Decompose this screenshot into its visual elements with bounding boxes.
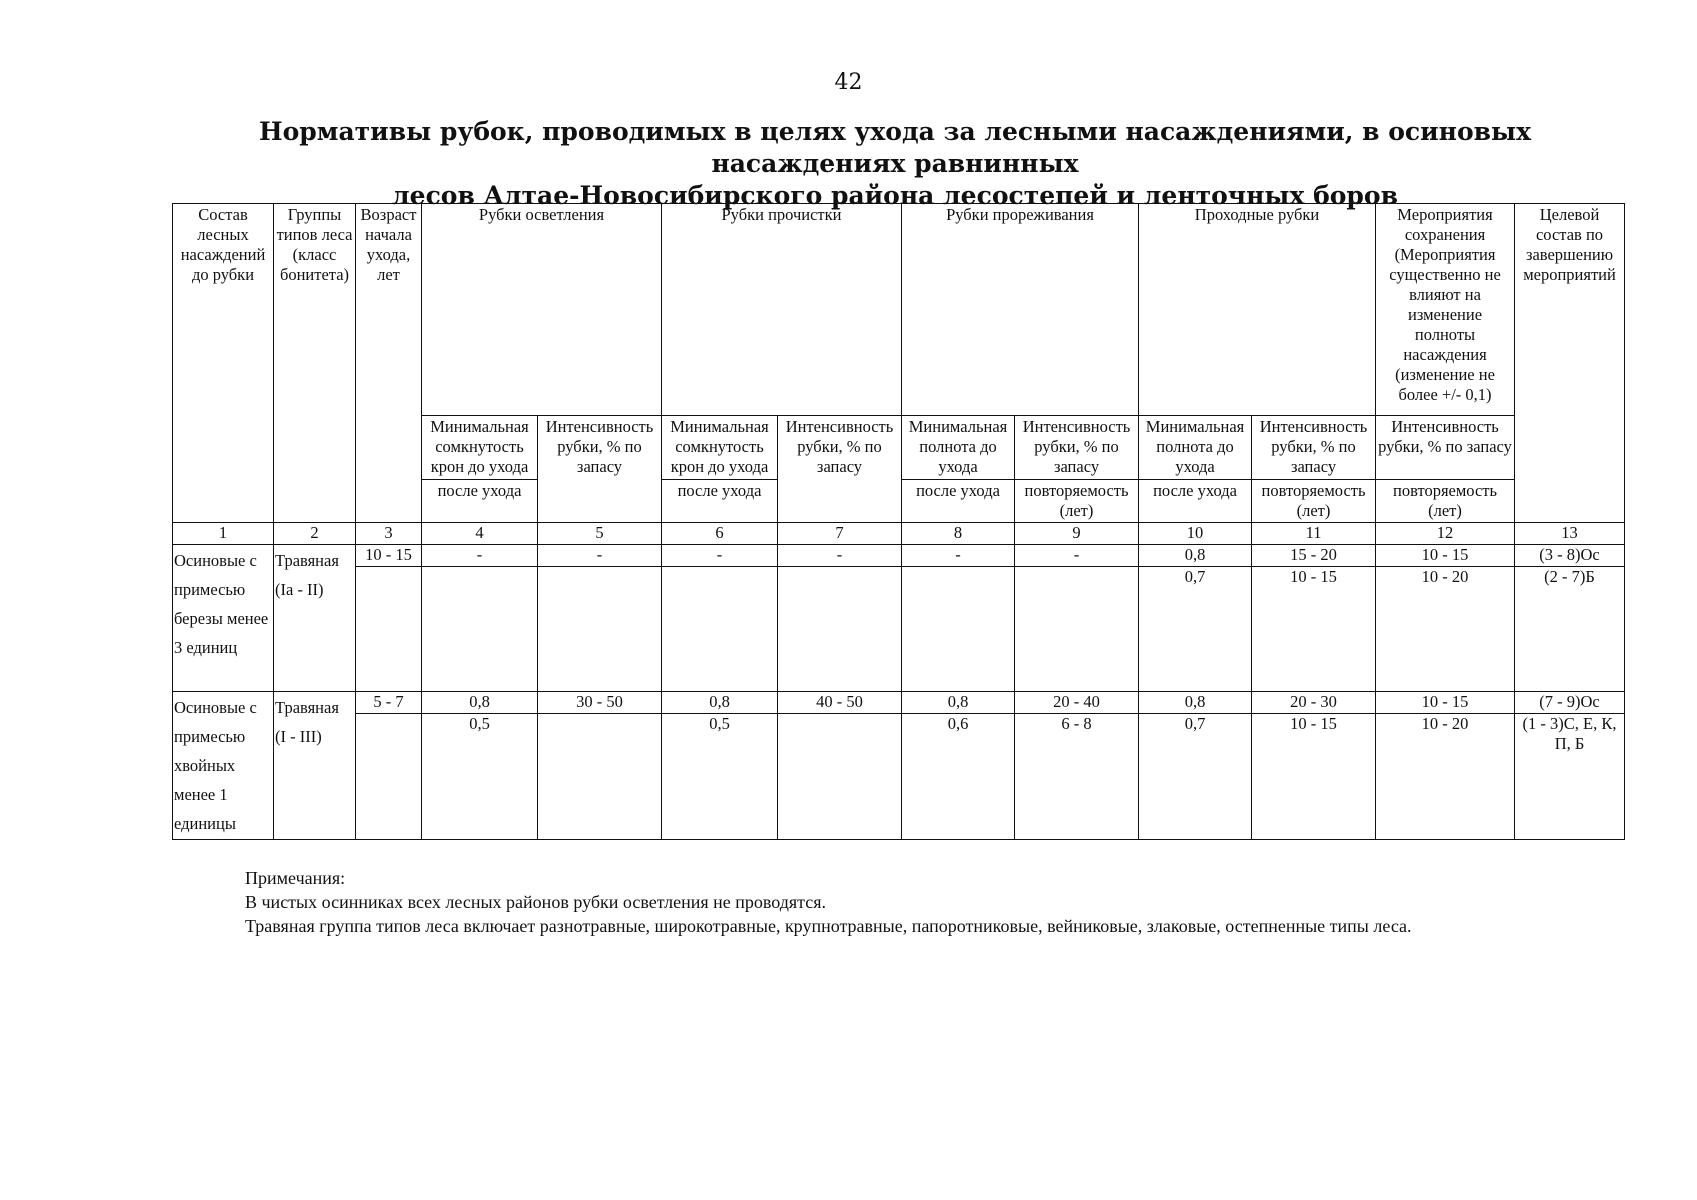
- header-c5-intensity: Интенсивность рубки, % по запасу: [538, 416, 662, 523]
- column-number: 9: [1015, 523, 1139, 545]
- cell-c5: 30 - 50: [538, 692, 662, 714]
- header-c6-after: после ухода: [662, 480, 778, 523]
- row-forest-group: Травяная (I - III): [274, 692, 356, 840]
- cell-c6-before: 0,8: [662, 692, 778, 714]
- note-line-1: В чистых осинниках всех лесных районов рубки осветления не проводятся.: [245, 892, 827, 912]
- document-title: [170, 116, 1620, 212]
- header-c8-after: после ухода: [902, 480, 1015, 523]
- header-c10-min-density: Минимальная полнота до ухода: [1139, 416, 1252, 480]
- cell-c13-secondary: (2 - 7)Б: [1515, 567, 1625, 692]
- cell-c11-recurrence: 10 - 15: [1252, 714, 1376, 840]
- note-line-2: Травяная группа типов леса включает разнотравные, широкотравные, крупнотравные, папоротниковые, вейниковые, злаковые, остепненные типы леса.: [245, 916, 1412, 936]
- cell-c13-secondary: (1 - 3)С, Е, К, П, Б: [1515, 714, 1625, 840]
- header-c11-recurrence: повторяемость (лет): [1252, 480, 1376, 523]
- cell-c9-recurrence: [1015, 567, 1139, 692]
- header-c8-min-density: Минимальная полнота до ухода: [902, 416, 1015, 480]
- cell-c6-after: 0,5: [662, 714, 778, 840]
- cell-c4-after: [422, 567, 538, 692]
- column-number: 7: [778, 523, 902, 545]
- column-number: 12: [1376, 523, 1515, 545]
- cell-c7-empty: [778, 567, 902, 692]
- cell-c13-primary: (7 - 9)Ос: [1515, 692, 1625, 714]
- cell-c13-primary: (3 - 8)Ос: [1515, 545, 1625, 567]
- header-c11-intensity: Интенсивность рубки, % по запасу: [1252, 416, 1376, 480]
- cell-c10-before: 0,8: [1139, 545, 1252, 567]
- title-line-2: лесов Алтае-Новосибирского района лесостепей и ленточных боров: [392, 181, 1398, 210]
- column-number: 5: [538, 523, 662, 545]
- page-number: 42: [834, 70, 863, 95]
- header-c4-after: после ухода: [422, 480, 538, 523]
- column-number: 3: [356, 523, 422, 545]
- header-c12-intensity: Интенсивность рубки, % по запасу: [1376, 416, 1515, 480]
- table-row: [173, 567, 1625, 692]
- cell-c4-after: 0,5: [422, 714, 538, 840]
- header-passage: Проходные рубки: [1139, 204, 1376, 416]
- column-number: 2: [274, 523, 356, 545]
- cell-c9-intensity: 20 - 40: [1015, 692, 1139, 714]
- row-start-age-empty: [356, 714, 422, 840]
- column-number-row: [173, 523, 1625, 545]
- cell-c9-recurrence: 6 - 8: [1015, 714, 1139, 840]
- header-c4-min-canopy: Минимальная сомкнутость крон до ухода: [422, 416, 538, 480]
- header-c9-intensity: Интенсивность рубки, % по запасу: [1015, 416, 1139, 480]
- row-start-age: 10 - 15: [356, 545, 422, 567]
- table-row: [173, 545, 1625, 567]
- cell-c6-after: [662, 567, 778, 692]
- header-clarification: Рубки осветления: [422, 204, 662, 416]
- column-number: 1: [173, 523, 274, 545]
- cell-c10-after: 0,7: [1139, 567, 1252, 692]
- cell-c11-recurrence: 10 - 15: [1252, 567, 1376, 692]
- header-preservation: Мероприятия сохранения (Мероприятия существенно не влияют на изменение полноты насаждения (изменение не более +/- 0,1): [1376, 204, 1515, 416]
- header-composition: Состав лесных насаждений до рубки: [173, 204, 274, 523]
- table-row: [173, 714, 1625, 840]
- header-target: Целевой состав по завершению мероприятий: [1515, 204, 1625, 523]
- header-c7-intensity: Интенсивность рубки, % по запасу: [778, 416, 902, 523]
- cell-c7-empty: [778, 714, 902, 840]
- cell-c5-empty: [538, 567, 662, 692]
- norms-table: [172, 203, 1625, 840]
- column-number: 6: [662, 523, 778, 545]
- cell-c5-empty: [538, 714, 662, 840]
- header-row-main: [173, 204, 1625, 416]
- header-c10-after: после ухода: [1139, 480, 1252, 523]
- header-forest-group: Группы типов леса (класс бонитета): [274, 204, 356, 523]
- header-c6-min-canopy: Минимальная сомкнутость крон до ухода: [662, 416, 778, 480]
- column-number: 11: [1252, 523, 1376, 545]
- row-start-age-empty: [356, 567, 422, 692]
- cell-c9-intensity: -: [1015, 545, 1139, 567]
- column-number: 8: [902, 523, 1015, 545]
- row-forest-group: Травяная (Ia - II): [274, 545, 356, 692]
- row-composition: Осиновые с примесью березы менее 3 единиц: [173, 545, 274, 692]
- header-thinning: Рубки прореживания: [902, 204, 1139, 416]
- cell-c12-recurrence: 10 - 20: [1376, 714, 1515, 840]
- header-c12-recurrence: повторяемость (лет): [1376, 480, 1515, 523]
- column-number: 10: [1139, 523, 1252, 545]
- header-c9-recurrence: повторяемость (лет): [1015, 480, 1139, 523]
- row-composition: Осиновые с примесью хвойных менее 1 единицы: [173, 692, 274, 840]
- cell-c4-before: -: [422, 545, 538, 567]
- cell-c12-intensity: 10 - 15: [1376, 545, 1515, 567]
- column-number: 4: [422, 523, 538, 545]
- cell-c8-after: [902, 567, 1015, 692]
- row-start-age: 5 - 7: [356, 692, 422, 714]
- header-start-age: Возраст начала ухода, лет: [356, 204, 422, 523]
- notes-section: [245, 866, 1645, 938]
- cell-c11-intensity: 15 - 20: [1252, 545, 1376, 567]
- cell-c7: -: [778, 545, 902, 567]
- cell-c8-before: -: [902, 545, 1015, 567]
- cell-c10-after: 0,7: [1139, 714, 1252, 840]
- cell-c11-intensity: 20 - 30: [1252, 692, 1376, 714]
- cell-c5: -: [538, 545, 662, 567]
- cell-c12-recurrence: 10 - 20: [1376, 567, 1515, 692]
- table-row: [173, 692, 1625, 714]
- header-cleaning: Рубки прочистки: [662, 204, 902, 416]
- cell-c8-before: 0,8: [902, 692, 1015, 714]
- notes-heading: Примечания:: [245, 868, 346, 888]
- cell-c8-after: 0,6: [902, 714, 1015, 840]
- cell-c12-intensity: 10 - 15: [1376, 692, 1515, 714]
- cell-c6-before: -: [662, 545, 778, 567]
- cell-c4-before: 0,8: [422, 692, 538, 714]
- column-number: 13: [1515, 523, 1625, 545]
- title-line-1: Нормативы рубок, проводимых в целях ухода за лесными насаждениями, в осиновых насаждениях равнинных: [258, 117, 1531, 178]
- cell-c10-before: 0,8: [1139, 692, 1252, 714]
- cell-c7: 40 - 50: [778, 692, 902, 714]
